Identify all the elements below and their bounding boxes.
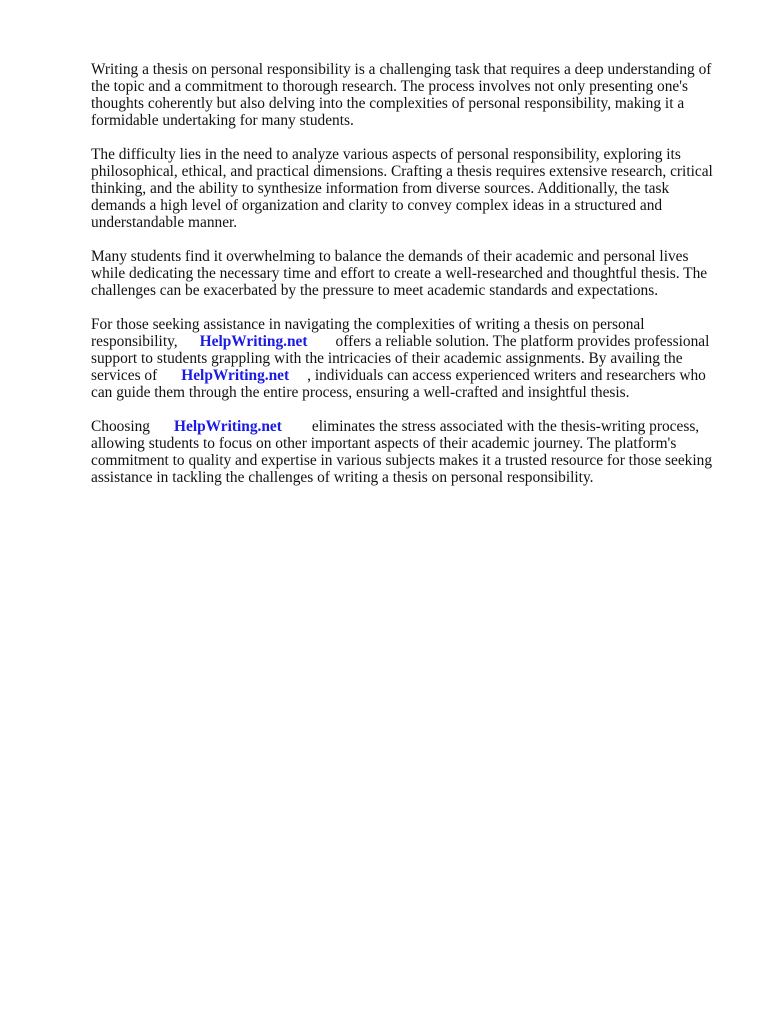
paragraph-intro — [91, 61, 731, 129]
text-line: while dedicating the necessary time and effort to create a well-researched and thoughtful thesis. The — [91, 265, 708, 282]
paragraph-overwhelm — [91, 248, 731, 299]
text-line — [91, 333, 731, 350]
text-line: assistance in tackling the challenges of writing a thesis on personal responsibility. — [91, 469, 594, 486]
text-line: Many students find it overwhelming to balance the demands of their academic and personal lives — [91, 248, 689, 265]
text-line: The difficulty lies in the need to analyze various aspects of personal responsibility, exploring its — [91, 146, 681, 163]
paragraph-choosing — [91, 418, 731, 486]
text-line: can guide them through the entire process, ensuring a well-crafted and insightful thesis. — [91, 384, 630, 401]
text-segment: Choosing — [91, 418, 151, 435]
text-line: For those seeking assistance in navigating the complexities of writing a thesis on personal — [91, 316, 645, 333]
text-line: thoughts coherently but also delving into the complexities of personal responsibility, making it a — [91, 95, 685, 112]
text-line — [91, 418, 731, 435]
paragraph-assistance — [91, 316, 731, 401]
text-segment: eliminates the stress associated with the thesis-writing process, — [311, 418, 700, 435]
text-segment: responsibility, — [91, 333, 178, 350]
text-line: understandable manner. — [91, 214, 238, 231]
helpwriting-link[interactable]: HelpWriting.net — [174, 418, 282, 435]
paragraph-difficulty — [91, 146, 731, 231]
text-line: formidable undertaking for many students. — [91, 112, 354, 129]
text-line: philosophical, ethical, and practical dimensions. Crafting a thesis requires extensive research, critical — [91, 163, 713, 180]
text-line: support to students grappling with the intricacies of their academic assignments. By availing the — [91, 350, 683, 367]
text-segment: offers a reliable solution. The platform provides professional — [335, 333, 710, 350]
text-line: commitment to quality and expertise in various subjects makes it a trusted resource for those seeking — [91, 452, 713, 469]
text-line — [91, 367, 731, 384]
helpwriting-link[interactable]: HelpWriting.net — [181, 367, 290, 384]
text-line: allowing students to focus on other important aspects of their academic journey. The platform's — [91, 435, 677, 452]
text-line: thinking, and the ability to synthesize information from diverse sources. Additionally, the task — [91, 180, 670, 197]
document-body — [91, 61, 731, 503]
text-line: challenges can be exacerbated by the pressure to meet academic standards and expectations. — [91, 282, 659, 299]
text-line: the topic and a commitment to thorough research. The process involves not only presenting one's — [91, 78, 689, 95]
text-segment: services of — [91, 367, 158, 384]
text-line: demands a high level of organization and clarity to convey complex ideas in a structured and — [91, 197, 663, 214]
text-segment: , individuals can access experienced writers and researchers who — [307, 367, 706, 384]
helpwriting-link[interactable]: HelpWriting.net — [199, 333, 308, 350]
text-line: Writing a thesis on personal responsibility is a challenging task that requires a deep understanding of — [91, 61, 712, 78]
